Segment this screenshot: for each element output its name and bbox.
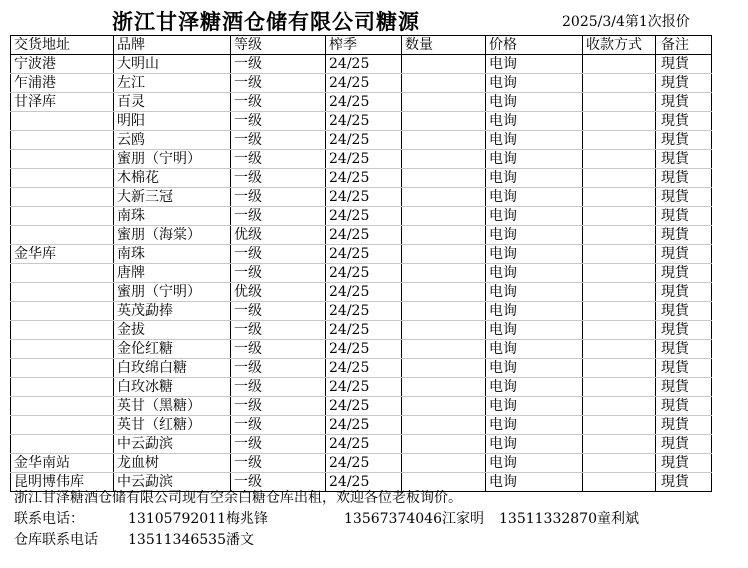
cell-payment (583, 321, 656, 340)
cell-quantity (402, 131, 486, 150)
cell-location (11, 359, 114, 378)
cell-price: 电询 (486, 226, 583, 245)
table-row (11, 112, 712, 131)
cell-location (11, 340, 114, 359)
cell-location (11, 416, 114, 435)
column-header-remark: 备注 (656, 36, 712, 55)
cell-payment (583, 416, 656, 435)
cell-brand: 白玫冰糖 (114, 378, 231, 397)
cell-quantity (402, 378, 486, 397)
cell-grade: 一级 (231, 302, 326, 321)
cell-price: 电询 (486, 416, 583, 435)
cell-season: 24/25 (326, 397, 402, 416)
table-row (11, 302, 712, 321)
cell-location (11, 207, 114, 226)
cell-location (11, 188, 114, 207)
cell-grade: 一级 (231, 473, 326, 492)
cell-location: 甘泽库 (11, 93, 114, 112)
cell-price: 电询 (486, 74, 583, 93)
cell-season: 24/25 (326, 473, 402, 492)
table-row (11, 416, 712, 435)
cell-brand: 唐牌 (114, 264, 231, 283)
table-row (11, 150, 712, 169)
cell-quantity (402, 112, 486, 131)
column-header-grade: 等级 (231, 36, 326, 55)
cell-quantity (402, 321, 486, 340)
cell-location: 宁波港 (11, 55, 114, 74)
cell-price: 电询 (486, 245, 583, 264)
cell-payment (583, 340, 656, 359)
cell-quantity (402, 150, 486, 169)
cell-season: 24/25 (326, 112, 402, 131)
cell-brand: 龙血树 (114, 454, 231, 473)
cell-remark: 現貨 (656, 435, 712, 454)
cell-season: 24/25 (326, 226, 402, 245)
cell-price: 电询 (486, 169, 583, 188)
cell-grade: 一级 (231, 74, 326, 93)
cell-season: 24/25 (326, 131, 402, 150)
cell-payment (583, 188, 656, 207)
table-row (11, 169, 712, 188)
contact-3: 13511332870童利斌 (499, 511, 639, 527)
cell-brand: 蜜朋（海棠） (114, 226, 231, 245)
cell-payment (583, 112, 656, 131)
cell-brand: 南珠 (114, 245, 231, 264)
table-row (11, 207, 712, 226)
cell-price: 电询 (486, 397, 583, 416)
cell-brand: 中云勐滨 (114, 435, 231, 454)
cell-brand: 大新三冠 (114, 188, 231, 207)
cell-location: 昆明博伟库 (11, 473, 114, 492)
cell-grade: 一级 (231, 321, 326, 340)
cell-location (11, 302, 114, 321)
cell-season: 24/25 (326, 188, 402, 207)
cell-price: 电询 (486, 131, 583, 150)
cell-grade: 一级 (231, 264, 326, 283)
cell-brand: 金拔 (114, 321, 231, 340)
cell-season: 24/25 (326, 74, 402, 93)
cell-location: 乍浦港 (11, 74, 114, 93)
contact-2: 13567374046江家明 (344, 511, 484, 527)
cell-remark: 現貨 (656, 245, 712, 264)
cell-quantity (402, 93, 486, 112)
cell-remark: 現貨 (656, 74, 712, 93)
cell-brand: 南珠 (114, 207, 231, 226)
cell-brand: 云鸥 (114, 131, 231, 150)
cell-payment (583, 397, 656, 416)
cell-payment (583, 131, 656, 150)
cell-quantity (402, 169, 486, 188)
cell-remark: 現貨 (656, 131, 712, 150)
table-row (11, 245, 712, 264)
cell-remark: 現貨 (656, 112, 712, 131)
cell-brand: 英甘（红糖） (114, 416, 231, 435)
cell-payment (583, 378, 656, 397)
cell-payment (583, 245, 656, 264)
column-header-season: 榨季 (326, 36, 402, 55)
cell-price: 电询 (486, 321, 583, 340)
cell-grade: 一级 (231, 207, 326, 226)
column-header-price: 价格 (486, 36, 583, 55)
cell-season: 24/25 (326, 454, 402, 473)
cell-brand: 英茂勐捧 (114, 302, 231, 321)
cell-location (11, 435, 114, 454)
contact-1: 13105792011梅兆锋 (128, 511, 268, 527)
cell-payment (583, 93, 656, 112)
table-row (11, 321, 712, 340)
cell-grade: 一级 (231, 245, 326, 264)
cell-remark: 現貨 (656, 378, 712, 397)
cell-quantity (402, 245, 486, 264)
cell-season: 24/25 (326, 359, 402, 378)
table-row (11, 188, 712, 207)
cell-payment (583, 283, 656, 302)
page-title: 浙江甘泽糖酒仓储有限公司糖源 (112, 9, 420, 34)
cell-quantity (402, 416, 486, 435)
cell-location (11, 226, 114, 245)
cell-quantity (402, 74, 486, 93)
cell-brand: 金伦红糖 (114, 340, 231, 359)
cell-remark: 現貨 (656, 283, 712, 302)
cell-price: 电询 (486, 264, 583, 283)
cell-brand: 英甘（黑糖） (114, 397, 231, 416)
cell-season: 24/25 (326, 150, 402, 169)
price-table (10, 35, 712, 492)
cell-remark: 現貨 (656, 188, 712, 207)
cell-price: 电询 (486, 340, 583, 359)
cell-brand: 蜜朋（宁明） (114, 150, 231, 169)
cell-payment (583, 55, 656, 74)
cell-quantity (402, 207, 486, 226)
cell-price: 电询 (486, 473, 583, 492)
cell-remark: 現貨 (656, 302, 712, 321)
cell-brand: 中云勐滨 (114, 473, 231, 492)
column-header-payment: 收款方式 (583, 36, 656, 55)
cell-price: 电询 (486, 283, 583, 302)
cell-price: 电询 (486, 93, 583, 112)
cell-price: 电询 (486, 150, 583, 169)
cell-payment (583, 74, 656, 93)
cell-quantity (402, 359, 486, 378)
table-row (11, 55, 712, 74)
cell-payment (583, 473, 656, 492)
cell-location (11, 264, 114, 283)
table-row (11, 397, 712, 416)
cell-price: 电询 (486, 435, 583, 454)
cell-season: 24/25 (326, 435, 402, 454)
cell-quantity (402, 188, 486, 207)
cell-payment (583, 207, 656, 226)
column-header-location: 交货地址 (11, 36, 114, 55)
table-row (11, 264, 712, 283)
table-row (11, 359, 712, 378)
cell-season: 24/25 (326, 169, 402, 188)
cell-remark: 現貨 (656, 397, 712, 416)
warehouse-contact-label: 仓库联系电话 (14, 532, 98, 548)
cell-location (11, 283, 114, 302)
cell-price: 电询 (486, 112, 583, 131)
cell-remark: 現貨 (656, 264, 712, 283)
cell-season: 24/25 (326, 245, 402, 264)
cell-price: 电询 (486, 302, 583, 321)
cell-quantity (402, 397, 486, 416)
warehouse-contact: 13511346535潘文 (128, 532, 254, 548)
table-row (11, 226, 712, 245)
cell-location (11, 169, 114, 188)
cell-quantity (402, 283, 486, 302)
cell-remark: 現貨 (656, 340, 712, 359)
cell-quantity (402, 55, 486, 74)
cell-payment (583, 226, 656, 245)
cell-season: 24/25 (326, 264, 402, 283)
cell-remark: 現貨 (656, 321, 712, 340)
cell-quantity (402, 302, 486, 321)
cell-brand: 蜜朋（宁明） (114, 283, 231, 302)
cell-brand: 左江 (114, 74, 231, 93)
cell-remark: 現貨 (656, 93, 712, 112)
cell-brand: 百灵 (114, 93, 231, 112)
cell-location (11, 397, 114, 416)
cell-price: 电询 (486, 55, 583, 74)
cell-grade: 一级 (231, 188, 326, 207)
cell-season: 24/25 (326, 93, 402, 112)
cell-grade: 一级 (231, 397, 326, 416)
cell-location (11, 378, 114, 397)
cell-season: 24/25 (326, 416, 402, 435)
cell-price: 电询 (486, 207, 583, 226)
cell-grade: 一级 (231, 131, 326, 150)
cell-payment (583, 435, 656, 454)
cell-brand: 大明山 (114, 55, 231, 74)
cell-grade: 一级 (231, 169, 326, 188)
cell-grade: 一级 (231, 55, 326, 74)
cell-grade: 优级 (231, 283, 326, 302)
table-row (11, 74, 712, 93)
cell-remark: 現貨 (656, 473, 712, 492)
cell-payment (583, 264, 656, 283)
cell-location (11, 131, 114, 150)
contact-label: 联系电话： (14, 511, 84, 527)
header-row (11, 36, 712, 55)
cell-remark: 現貨 (656, 150, 712, 169)
cell-season: 24/25 (326, 283, 402, 302)
cell-remark: 現貨 (656, 416, 712, 435)
warehouse-rental-notice: 浙江甘泽糖酒仓储有限公司现有空余白糖仓库出租，欢迎各位老板询价。 (14, 490, 462, 506)
cell-grade: 一级 (231, 359, 326, 378)
cell-grade: 一级 (231, 340, 326, 359)
cell-brand: 木棉花 (114, 169, 231, 188)
quote-number: 2025/3/4第1次报价 (562, 14, 690, 30)
cell-grade: 一级 (231, 416, 326, 435)
cell-price: 电询 (486, 378, 583, 397)
cell-remark: 現貨 (656, 226, 712, 245)
cell-quantity (402, 454, 486, 473)
cell-remark: 現貨 (656, 454, 712, 473)
cell-season: 24/25 (326, 207, 402, 226)
column-header-quantity: 数量 (402, 36, 486, 55)
cell-price: 电询 (486, 454, 583, 473)
cell-payment (583, 359, 656, 378)
table-row (11, 378, 712, 397)
cell-remark: 現貨 (656, 169, 712, 188)
cell-price: 电询 (486, 359, 583, 378)
column-header-brand: 品牌 (114, 36, 231, 55)
table-row (11, 93, 712, 112)
title-row (0, 0, 748, 36)
cell-remark: 現貨 (656, 207, 712, 226)
cell-payment (583, 150, 656, 169)
table-row (11, 454, 712, 473)
cell-remark: 現貨 (656, 55, 712, 74)
cell-grade: 一级 (231, 435, 326, 454)
cell-location: 金华南站 (11, 454, 114, 473)
cell-grade: 优级 (231, 226, 326, 245)
cell-quantity (402, 264, 486, 283)
table-row (11, 435, 712, 454)
cell-remark: 現貨 (656, 359, 712, 378)
cell-grade: 一级 (231, 93, 326, 112)
cell-grade: 一级 (231, 112, 326, 131)
table-row (11, 340, 712, 359)
cell-brand: 明阳 (114, 112, 231, 131)
table-row (11, 283, 712, 302)
table-row (11, 131, 712, 150)
cell-payment (583, 302, 656, 321)
cell-location (11, 112, 114, 131)
cell-payment (583, 169, 656, 188)
cell-quantity (402, 226, 486, 245)
cell-location (11, 321, 114, 340)
cell-quantity (402, 340, 486, 359)
cell-grade: 一级 (231, 454, 326, 473)
table-body (11, 55, 712, 492)
cell-grade: 一级 (231, 150, 326, 169)
cell-location: 金华库 (11, 245, 114, 264)
cell-season: 24/25 (326, 321, 402, 340)
cell-price: 电询 (486, 188, 583, 207)
cell-brand: 白玫绵白糖 (114, 359, 231, 378)
cell-season: 24/25 (326, 340, 402, 359)
cell-season: 24/25 (326, 302, 402, 321)
cell-grade: 一级 (231, 378, 326, 397)
cell-season: 24/25 (326, 55, 402, 74)
cell-location (11, 150, 114, 169)
cell-season: 24/25 (326, 378, 402, 397)
cell-quantity (402, 435, 486, 454)
cell-payment (583, 454, 656, 473)
